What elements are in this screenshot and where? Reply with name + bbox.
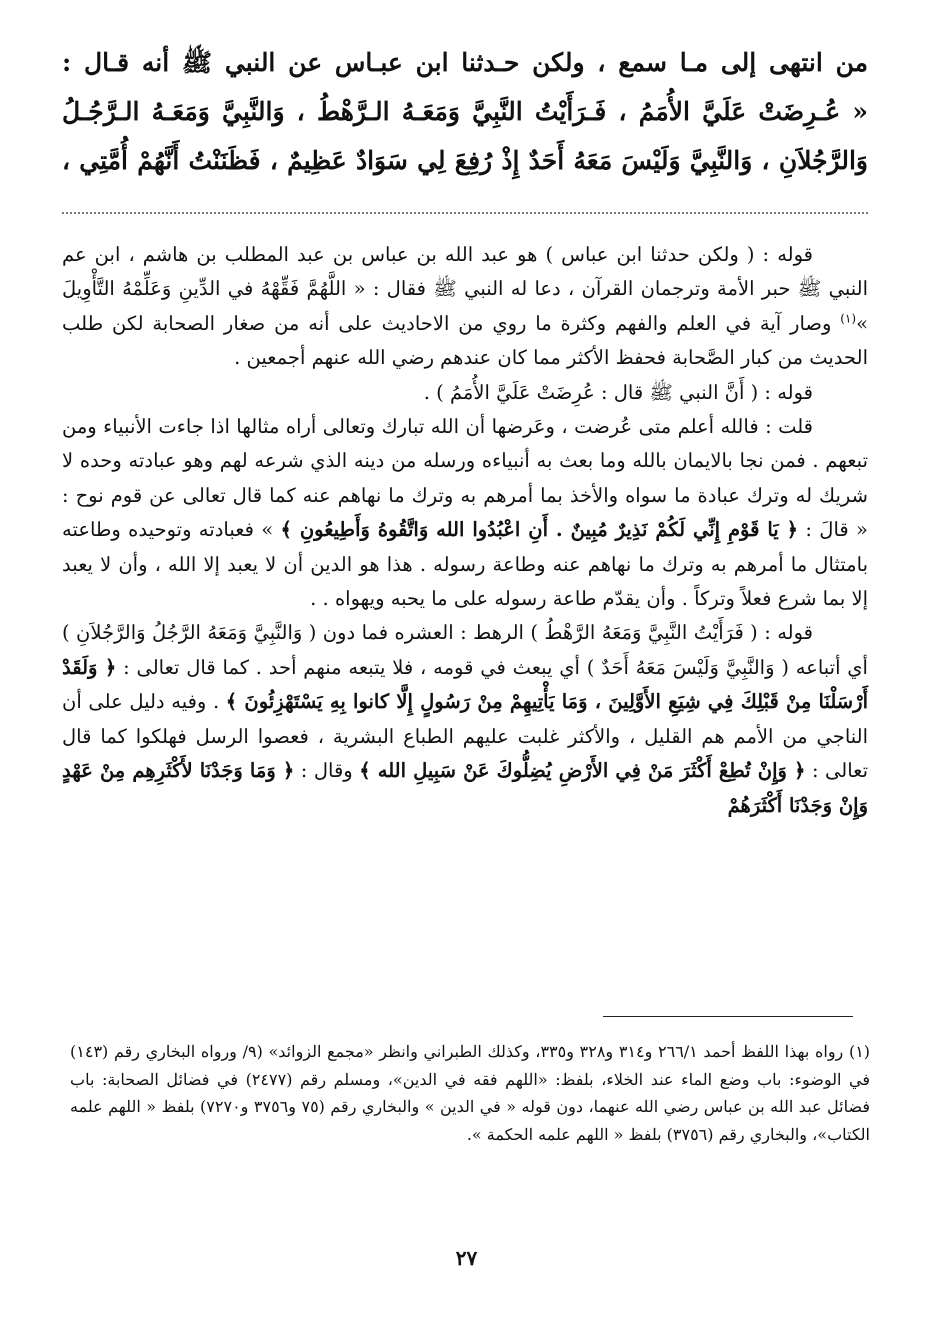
dotted-separator bbox=[62, 212, 868, 214]
commentary-paragraph-3-continuation: » فعبادته وتوحيده وطاعته بامتثال ما أمرهم به وترك ما نهاهم عنه وطاعة رسوله . هذا هو الدين أن لا يعبد إلا الله ، وأن لا يعبد إلا بما شرع فعلاً وتركاً . وأن يقدّم طاعة رسوله على ما يحبه ويهواه . . bbox=[62, 518, 868, 611]
footnote-separator bbox=[603, 1016, 853, 1017]
commentary-paragraph-1 bbox=[62, 238, 868, 376]
hadith-line-2: « عُـرِضَتْ عَلَيَّ الأُمَمُ ، فَـرَأَيْتُ النَّبِيَّ وَمَعَـهُ الـرَّهْطُ ، وَالنَّبِيَّ وَمَعَـهُ الـرَّجُـلُ bbox=[62, 97, 868, 126]
footnote-1: (١) رواه بهذا اللفظ أحمد ٢٦٦/١ و٣١٤ و٣٢٨ و٣٣٥، وكذلك الطبراني وانظر «مجمع الزوائد» (٩/ ورواه البخاري رقم (١٤٣) في الوضوء: باب وضع الماء عند الخلاء، بلفظ: «اللهم فقه في الدين»، ومسلم رقم (٢٤٧٧) في فضائل الصحابة: باب فضائل عبد الله بن عباس رضي الله عنهما، دون قوله « في الدين » والبخاري رقم (٧٥ و٣٧٥٦ و٧٢٧٠) بلفظ « اللهم علمه الكتاب»، والبخاري رقم (٣٧٥٦) بلفظ « اللهم علمه الحكمة ». bbox=[70, 1042, 871, 1144]
quran-verse-araf: ﴿ وَمَا وَجَدْنَا لأَكْثَرِهِم مِنْ عَهْدٍ وَإِنْ وَجَدْنَا أَكْثَرَهُمْ bbox=[62, 759, 868, 817]
commentary-paragraph-4-middle-2: وقال : bbox=[294, 759, 360, 783]
commentary-block bbox=[62, 238, 868, 823]
commentary-paragraph-2: قوله : ( أَنَّ النبي ﷺ قال : عُرِضَتْ عَلَيَّ الأُمَمُ ) . bbox=[423, 380, 813, 404]
hadith-text-block bbox=[62, 38, 868, 185]
quran-verse-nuh: ﴿ يَا قَوْمِ إِنِّي لَكُمْ نَذِيرٌ مُبِينٌ . أَنِ اعْبُدُوا الله وَاتَّقُوهُ وَأَطِيعُونِ ﴾ bbox=[280, 518, 799, 542]
page-number: ٢٧ bbox=[455, 1246, 478, 1270]
commentary-paragraph-4-middle: . وفيه دليل على أن الناجي من الأمم هم القليل ، والأكثر غلبت عليهم الطباع البشرية ، فعصوا الرسل فهلكوا كما قال تعالى : bbox=[62, 690, 868, 783]
quran-verse-anam: ﴿ وَإِنْ تُطِعْ أَكْثَرَ مَنْ فِي الأَرْضِ يُضِلُّوكَ عَنْ سَبِيلِ الله ﴾ bbox=[359, 759, 806, 783]
commentary-paragraph-4 bbox=[62, 616, 868, 822]
quran-verse-hijr: ﴿ وَلَقَدْ أَرْسَلْنَا مِنْ قَبْلِكَ فِي شِيَعِ الأَوَّلِينَ ، وَمَا يَأْتِيهِمْ مِنْ رَسُولٍ إِلَّا كانوا بِهِ يَسْتَهْزِئُونَ ﴾ bbox=[62, 655, 868, 714]
hadith-line-1: من انتهى إلى مـا سمع ، ولكن حـدثنا ابن عبـاس عن النبي ﷺ أنه قـال : bbox=[62, 48, 869, 77]
commentary-paragraph-1-text: قوله : ( ولكن حدثنا ابن عباس ) هو عبد الله بن عباس بن عبد المطلب بن هاشم ، ابن عم النبي ﷺ حبر الأمة وترجمان القرآن ، دعا له النبي ﷺ فقال : « اللَّهُمَّ فَقِّهْهُ في الدِّينِ وَعَلِّمْهُ التَّأْوِيلَ » bbox=[62, 243, 868, 335]
commentary-paragraph-4-text: قوله : ( فَرَأَيْتُ النَّبِيَّ وَمَعَهُ الرَّهْطُ ) الرهط : العشره فما دون ( وَالنَّبِيَّ وَمَعَهُ الرَّجُلُ وَالرَّجُلاَنِ ) أي أتباعه ( وَالنَّبِيَّ وَلَيْسَ مَعَهُ أَحَدٌ ) أي يبعث في قومه ، فلا يتبعه منهم أحد . كما قال تعالى : bbox=[62, 621, 868, 679]
footnotes-block bbox=[70, 1038, 870, 1148]
commentary-paragraph-3 bbox=[62, 410, 868, 616]
commentary-paragraph-3-text: قلت : فالله أعلم متى عُرضت ، وعَرضها أن الله تبارك وتعالى أراه مثالها اذا جاءت الأنبياء ومن تبعهم . فمن نجا بالايمان بالله وما بعث به أنبياءه ورسله من دينه الذي شرعه لهم وهو عبادته وحده لا شريك له وترك عبادة ما سواه والأخذ بما أمرهم به وترك ما نهاهم عنه كما قال تعالى عن قوم نوح : « قالَ : bbox=[62, 415, 868, 542]
hadith-line-3: وَالرَّجُلاَنِ ، وَالنَّبِيَّ وَلَيْسَ مَعَهُ أَحَدٌ إِذْ رُفِعَ لِي سَوَادٌ عَظِيمٌ ، فَظَنَنْتُ أَنَّهُمْ أُمَّتِي ، bbox=[62, 146, 868, 175]
footnote-marker: (١) bbox=[840, 311, 857, 326]
commentary-paragraph-1-continuation: وصار آية في العلم والفهم وكثرة ما روي من الاحاديث على أنه من صغار الصحابة لكن طلب الحديث من كبار الصَّحابة فحفظ الأكثر مما كان عندهم رضي الله عنهم أجمعين . bbox=[62, 311, 868, 370]
